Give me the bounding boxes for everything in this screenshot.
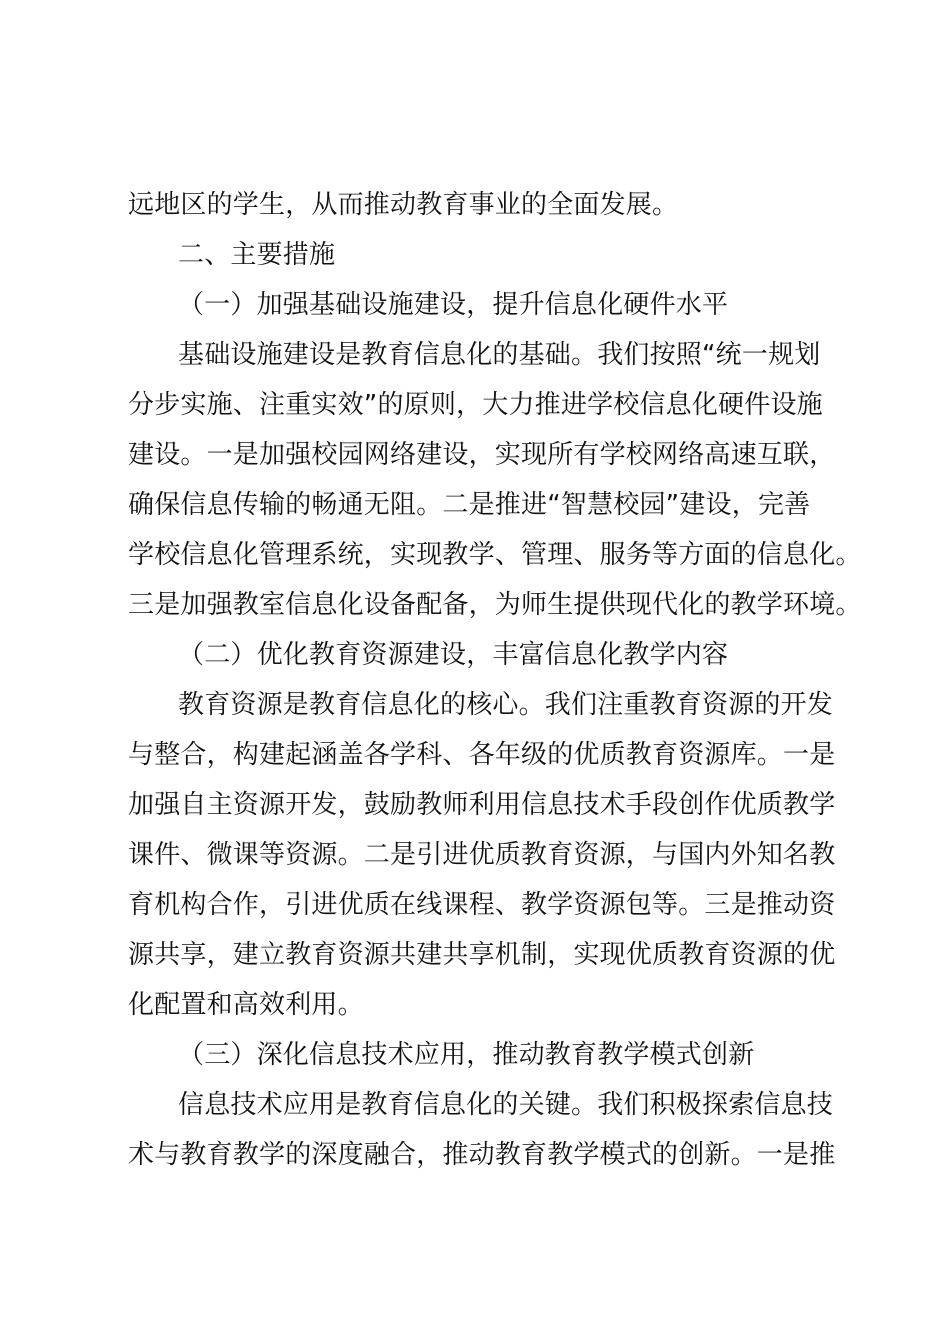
paragraph-line: 课件、微课等资源。二是引进优质教育资源，与国内外知名教 [128, 840, 836, 870]
paragraph-line: 建设。一是加强校园网络建设，实现所有学校网络高速互联， [128, 440, 836, 470]
paragraph-line: 三是加强教室信息化设备配备，为师生提供现代化的教学环境。 [128, 590, 862, 620]
paragraph-line: 学校信息化管理系统，实现教学、管理、服务等方面的信息化。 [128, 540, 862, 570]
paragraph-line: 确保信息传输的畅通无阻。二是推进“智慧校园”建设，完善 [128, 490, 811, 520]
subsection-heading: （二）优化教育资源建设，丰富信息化教学内容 [178, 640, 729, 670]
paragraph-line: 源共享，建立教育资源共建共享机制，实现优质教育资源的优 [128, 940, 836, 970]
paragraph-line: 基础设施建设是教育信息化的基础。我们按照“统一规划 [178, 340, 821, 370]
paragraph-line: 化配置和高效利用。 [128, 990, 364, 1020]
paragraph-line: 与整合，构建起涵盖各学科、各年级的优质教育资源库。一是 [128, 740, 836, 770]
paragraph-line: 加强自主资源开发，鼓励教师利用信息技术手段创作优质教学 [128, 790, 836, 820]
paragraph-line: 教育资源是教育信息化的核心。我们注重教育资源的开发 [178, 690, 834, 720]
paragraph-line: 育机构合作，引进优质在线课程、教学资源包等。三是推动资 [128, 890, 836, 920]
subsection-heading: （三）深化信息技术应用，推动教育教学模式创新 [178, 1040, 755, 1070]
paragraph-line: 术与教育教学的深度融合，推动教育教学模式的创新。一是推 [128, 1140, 836, 1170]
section-heading: 二、主要措施 [178, 240, 336, 270]
paragraph-line: 远地区的学生，从而推动教育事业的全面发展。 [128, 190, 679, 220]
paragraph-line: 分步实施、注重实效”的原则，大力推进学校信息化硬件设施 [128, 390, 823, 420]
paragraph-line: 信息技术应用是教育信息化的关键。我们积极探索信息技 [178, 1090, 834, 1120]
subsection-heading: （一）加强基础设施建设，提升信息化硬件水平 [178, 290, 729, 320]
